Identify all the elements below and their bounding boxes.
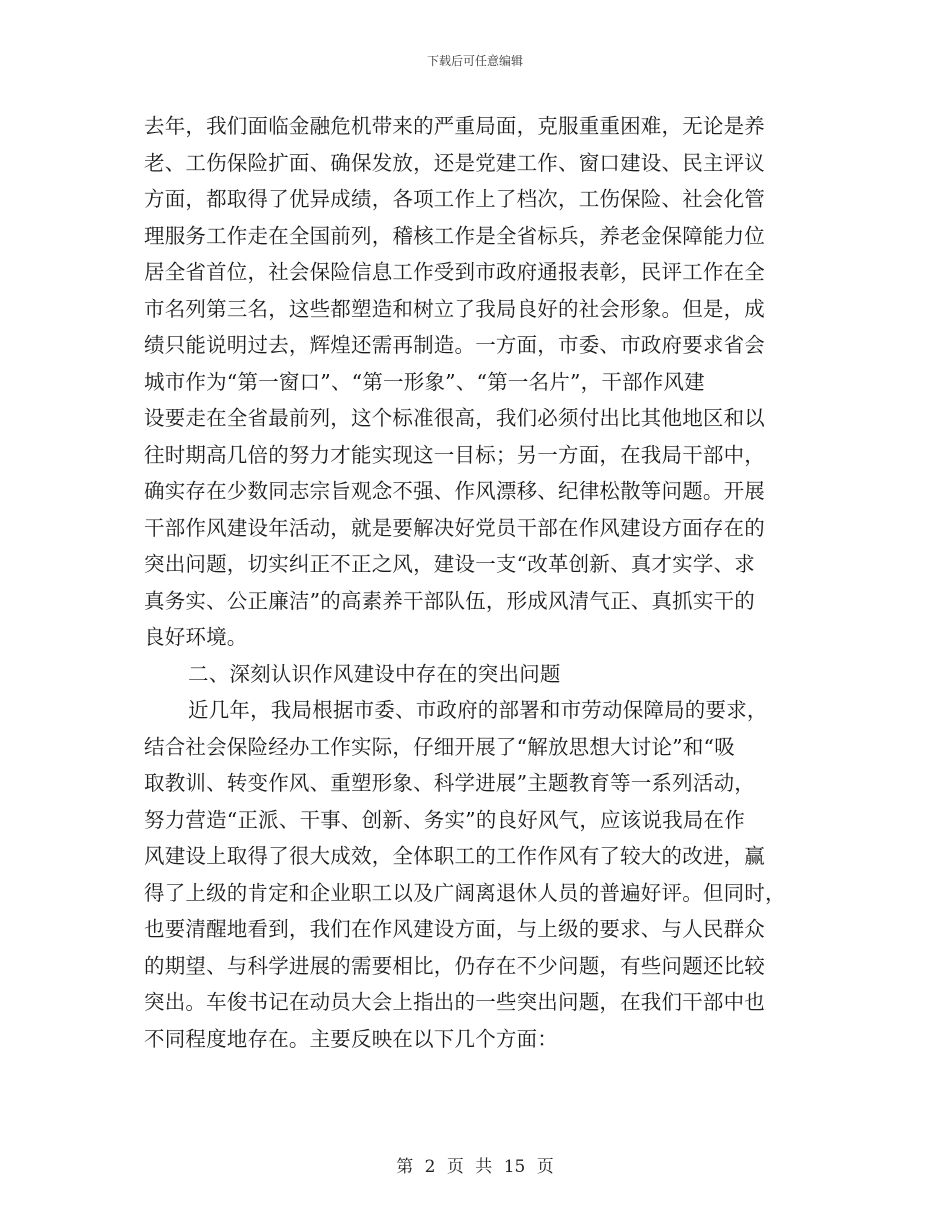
text-line: 老、工伤保险扩面、确保发放，还是党建工作、窗口建设、民主评议: [144, 150, 765, 175]
text-line: 也要清醒地看到，我们在作风建设方面，与上级的要求、与人民群众: [144, 917, 765, 941]
text-line: 市名列第三名，这些都塑造和树立了我局良好的社会形象。但是，成: [144, 296, 765, 321]
text-line: 的期望、与科学进展的需要相比，仍存在不少问题，有些问题还比较: [144, 953, 765, 978]
section-heading: 二、深刻认识作风建设中存在的突出问题: [188, 661, 561, 686]
text-line: 真务实、公正廉洁”的高素养干部队伍，形成风清气正、真抓实干的: [144, 588, 755, 613]
text-line: 往时期高几倍的努力才能实现这一目标；另一方面，在我局干部中，: [144, 442, 765, 467]
text-line: 风建设上取得了很大成效，全体职工的工作作风有了较大的改进，赢: [144, 844, 765, 868]
text-line: 突出问题，切实纠正不正之风，建设一支“改革创新、真才实学、求: [144, 552, 755, 576]
text-line: 努力营造“正派、干事、创新、务实”的良好风气，应该说我局在作: [144, 807, 745, 832]
text-line: 确实存在少数同志宗旨观念不强、作风漂移、纪律松散等问题。开展: [144, 479, 765, 503]
page-header: 下载后可任意编辑: [426, 54, 523, 68]
document-body: [144, 108, 806, 1057]
text-line: 得了上级的肯定和企业职工以及广阔离退休人员的普遍好评。但同时，: [144, 880, 786, 905]
text-line: 绩只能说明过去，辉煌还需再制造。一方面，市委、市政府要求省会: [144, 333, 765, 357]
text-line: 突出。车俊书记在动员大会上指出的一些突出问题，在我们干部中也: [144, 990, 765, 1014]
text-line: 城市作为“第一窗口”、“第一形象”、“第一名片”，干部作风建: [144, 369, 705, 394]
text-line: 居全省首位，社会保险信息工作受到市政府通报表彰，民评工作在全: [144, 260, 765, 284]
text-line: 干部作风建设年活动，就是要解决好党员干部在作风建设方面存在的: [144, 515, 765, 540]
text-line: 取教训、转变作风、重塑形象、科学进展”主题教育等一系列活动，: [144, 771, 755, 795]
text-line: 近几年，我局根据市委、市政府的部署和市劳动保障局的要求，: [188, 698, 768, 722]
text-line: 去年，我们面临金融危机带来的严重局面，克服重重困难，无论是养: [144, 114, 765, 138]
text-line: 设要走在全省最前列，这个标准很高，我们必须付出比其他地区和以: [144, 406, 765, 430]
text-line: 良好环境。: [144, 625, 248, 649]
page-number: 第 2 页 共 15 页: [396, 1157, 554, 1177]
text-line: 结合社会保险经办工作实际，仔细开展了“解放思想大讨论”和“吸: [144, 734, 735, 759]
text-line: 不同程度地存在。主要反映在以下几个方面：: [144, 1026, 558, 1051]
text-line: 理服务工作走在全国前列，稽核工作是全省标兵，养老金保障能力位: [144, 223, 765, 248]
text-line: 方面，都取得了优异成绩，各项工作上了档次，工伤保险、社会化管: [144, 187, 765, 211]
